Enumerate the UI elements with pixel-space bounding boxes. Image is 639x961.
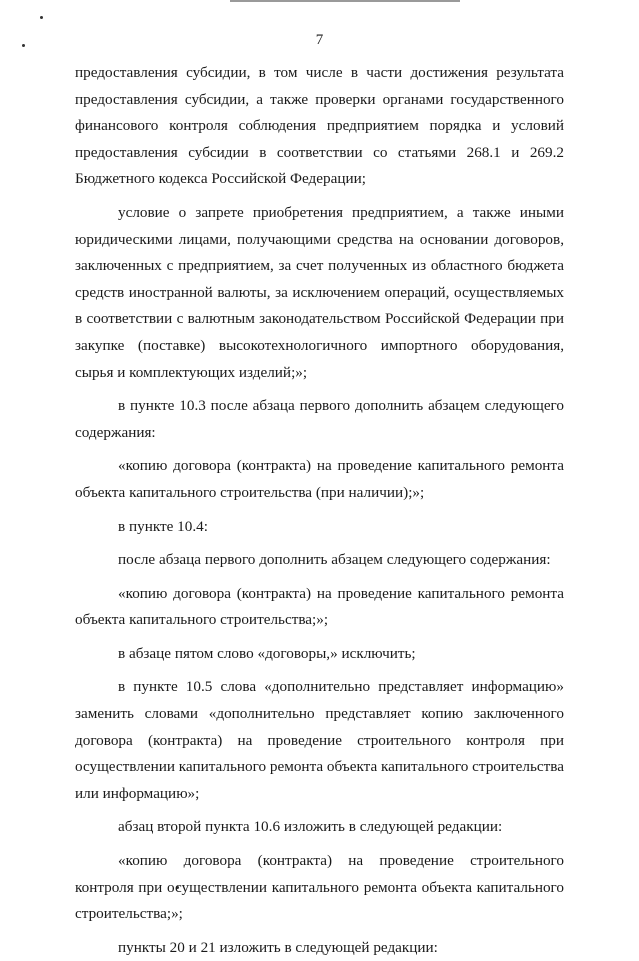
scan-artifact-dot (40, 16, 43, 19)
scan-artifact-line (230, 0, 460, 2)
paragraph: «копию договора (контракта) на проведение капитального ремонта объекта капитального строительства;»; (75, 584, 564, 629)
paragraph: после абзаца первого дополнить абзацем следующего содержания: (118, 551, 551, 569)
page-number: 7 (315, 32, 324, 48)
paragraph: предоставления субсидии, в том числе в части достижения результата предоставления субсидии, а также проверки органами государственного финансового контроля соблюдения предприятием порядка и условий предоставления субсидии в соответствии со статьями 268.1 и 269.2 Бюджетного кодекса Российской Федерации; (75, 64, 564, 188)
paragraph: в абзаце пятом слово «договоры,» исключить; (118, 644, 416, 662)
paragraph: в пункте 10.5 слова «дополнительно представляет информацию» заменить словами «дополнительно представляет копию заключенного договора (контракта) на проведение строительного контроля при осуществлении капитального ремонта объекта капитального строительства или информацию»; (75, 678, 564, 802)
paragraph: в пункте 10.4: (118, 517, 208, 535)
document-body (75, 60, 564, 961)
paragraph: «копию договора (контракта) на проведение строительного контроля при осуществлении капитального ремонта объекта капитального строительства;»; (75, 852, 564, 923)
paragraph: «копию договора (контракта) на проведение капитального ремонта объекта капитального строительства (при наличии);»; (75, 457, 564, 501)
paragraph: в пункте 10.3 после абзаца первого дополнить абзацем следующего содержания: (75, 397, 564, 441)
paragraph: абзац второй пункта 10.6 изложить в следующей редакции: (118, 818, 503, 836)
paragraph: условие о запрете приобретения предприятием, а также иными юридическими лицами, получающими средства на основании договоров, заключенных с предприятием, за счет полученных из областного бюджета средств иностранной валюты, за исключением операций, осуществляемых в соответствии с валютным законодательством Российской Федерации при закупке (поставке) высокотехнологичного импортного оборудования, сырья и комплектующих изделий;»; (75, 203, 564, 381)
paragraph: пункты 20 и 21 изложить в следующей редакции: (118, 938, 438, 956)
